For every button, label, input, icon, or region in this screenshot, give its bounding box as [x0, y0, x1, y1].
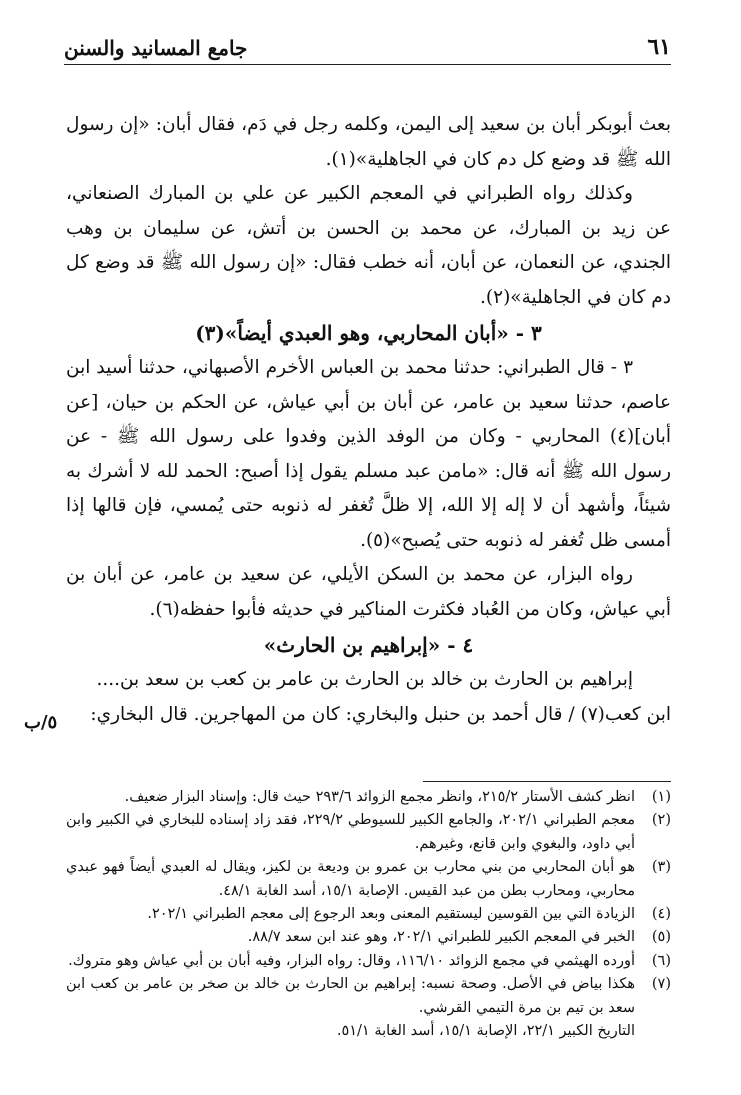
footnote-item [66, 856, 671, 903]
page-number: ٦١ [647, 34, 671, 60]
footnote-number: (٤) [651, 906, 671, 923]
section-4-heading: ٤ - «إبراهيم بن الحارث» [263, 633, 474, 657]
footnote-number: (٣) [651, 859, 671, 876]
footnote-continuation: التاريخ الكبير ٢٢/١، الإصابة ١٥/١، أسد الغابة ٥١/١. [336, 1023, 635, 1040]
footnote-number: (٧) [651, 976, 671, 993]
footnote-text: الخبر في المعجم الكبير للطبراني ٢٠٢/١، وهو عند ابن سعد ٨٨/٧. [247, 929, 635, 946]
footnote-number: (٥) [651, 929, 671, 946]
page-header [64, 34, 671, 65]
manuscript-folio-marker: ٥/ب [24, 712, 58, 733]
footnote-text: أورده الهيثمي في مجمع الزوائد ١١٦/١٠، وقال: رواه البزار، وفيه أبان بن أبي عياش وهو متروك. [68, 952, 635, 969]
footnote-item [66, 786, 671, 809]
footnote-item [66, 903, 671, 926]
footnote-text: الزيادة التي بين القوسين ليستقيم المعنى وبعد الرجوع إلى معجم الطبراني ٢٠٢/١. [147, 906, 635, 923]
footnote-number: (٢) [651, 812, 671, 829]
footnote-text: معجم الطبراني ٢٠٢/١، والجامع الكبير للسيوطي ٢٢٩/٢، فقد زاد إسناده للبخاري في الكبير وابن أبي داود، والبغوي وابن قانع، وغيرهم. [66, 812, 635, 852]
footnotes [66, 786, 671, 1043]
paragraph-4: رواه البزار، عن محمد بن السكن الأيلي، عن سعيد بن عامر، عن أبان بن أبي عياش، وكان من العُباد فكثرت المناكير في حديثه فأبوا حفظه(٦). [66, 564, 671, 620]
footnote-number: (١) [651, 789, 671, 805]
footnote-item [66, 926, 671, 949]
footnote-divider [423, 781, 671, 782]
paragraph-1: بعث أبوبكر أبان بن سعيد إلى اليمن، وكلمه رجل في دَم، فقال أبان: «إن رسول الله ﷺ قد وضع كل دم كان في الجاهلية»(١). [66, 114, 671, 170]
footnote-item [66, 950, 671, 973]
footnote-item [66, 809, 671, 856]
paragraph-2: وكذلك رواه الطبراني في المعجم الكبير عن علي بن المبارك الصنعاني، عن زيد بن المبارك، عن محمد بن الحسن بن أتش، عن سليمان بن وهب الجندي، عن النعمان، عن أبان، أنه خطب فقال: «إن رسول الله ﷺ قد وضع كل دم كان في الجاهلية»(٢). [66, 183, 671, 308]
section-3-heading: ٣ - «أبان المحاربي، وهو العبدي أيضاً»(٣) [195, 321, 542, 345]
footnote-number: (٦) [651, 952, 671, 969]
paragraph-5-line-1: إبراهيم بن الحارث بن خالد بن الحارث بن عامر بن كعب بن سعد بن.... [96, 669, 633, 690]
main-text [66, 108, 671, 732]
footnote-text: هكذا بياض في الأصل. وصحة نسبه: إبراهيم بن الحارث بن خالد بن صخر بن عامر بن كعب ابن سعد بن تيم بن مرة التيمي القرشي. [66, 976, 635, 1016]
running-title: جامع المسانيد والسنن [64, 36, 248, 60]
footnote-text: انظر كشف الأستار ٢١٥/٢، وانظر مجمع الزوائد ٢٩٣/٦ حيث قال: وإسناد البزار ضعيف. [124, 789, 635, 805]
paragraph-5-line-2: ابن كعب(٧) / قال أحمد بن حنبل والبخاري: كان من المهاجرين. قال البخاري: [90, 703, 671, 725]
paragraph-3: ٣ - قال الطبراني: حدثنا محمد بن العباس الأخرم الأصبهاني، حدثنا أسيد ابن عاصم، حدثنا سعيد بن عامر، عن أبان بن أبي عياش، عن الحكم بن حيان، [عن أبان](٤) المحاربي - وكان من الوفد الذين وفدوا على رسول الله ﷺ - عن رسول الله ﷺ أنه قال: «مامن عبد مسلم يقول إذا أصبح: الحمد لله لا أشرك به شيئاً، وأشهد أن لا إله إلا الله، إلا ظلَّ تُغفر له ذنوبه حتى يُمسي، فإن قالها إذا أمسى ظل تُغفر له ذنوبه حتى يُصبح»(٥). [66, 357, 671, 551]
footnote-text: هو أبان المحاربي من بني محارب بن عمرو بن وديعة بن لكيز، ويقال له العبدي أيضاً فهو عبدي محاربي، ومحارب بطن من عبد القيس. الإصابة ١٥/١، أسد الغابة ٤٨/١. [66, 859, 635, 899]
footnote-item [66, 973, 671, 1020]
